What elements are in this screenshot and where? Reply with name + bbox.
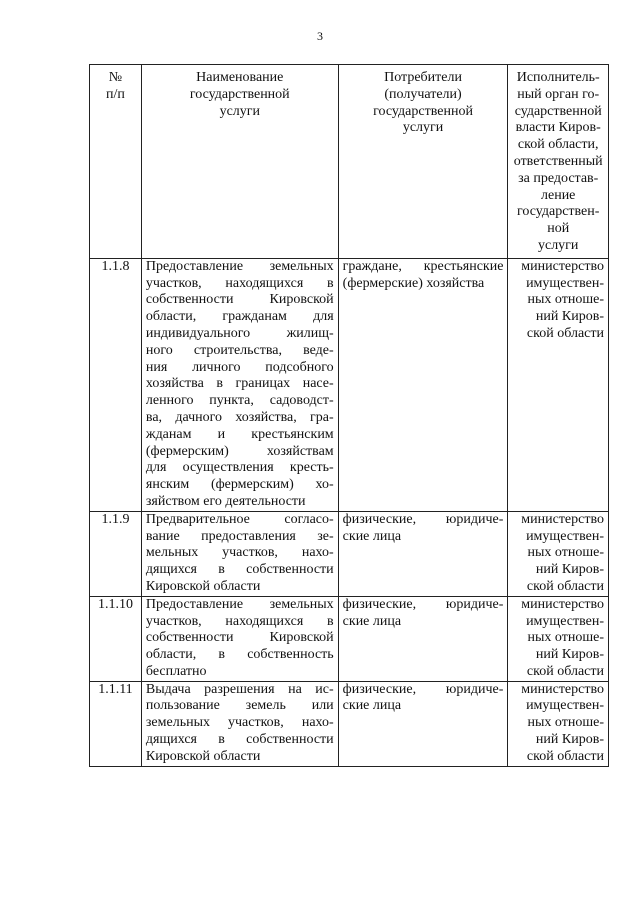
text-line: ленного пункта, садоводст-: [145, 393, 334, 409]
header-line: ление: [541, 187, 576, 203]
text-line: собственности Кировской: [145, 630, 334, 646]
text-line: участков, находящихся в: [145, 275, 334, 291]
text-line: собственности Кировской: [145, 292, 334, 308]
executor-cell: [508, 681, 609, 766]
header-line: ответственный: [513, 153, 603, 169]
text-line: Предварительное согласо-: [145, 511, 334, 527]
text-line: физические, юридиче-: [342, 681, 504, 697]
text-line: мельных участков, нахо-: [145, 545, 334, 561]
text-line: ний Киров-: [535, 732, 604, 748]
text-line: янским (фермерским) хо-: [145, 477, 334, 493]
text-line: ские лица: [342, 528, 402, 544]
header-line: Потребители: [384, 70, 462, 85]
table-row: [90, 681, 609, 766]
text-line: ской области: [526, 578, 604, 594]
text-line: области, гражданам для: [145, 309, 334, 325]
table-row: [90, 258, 609, 511]
text-line: Предоставление земельных: [145, 258, 334, 274]
services-table: [89, 64, 609, 767]
executor-cell: [508, 511, 609, 596]
header-line: ный орган го-: [517, 86, 600, 102]
text-line: ных отноше-: [527, 545, 604, 561]
header-line: за предостав-: [518, 170, 599, 186]
text-line: ных отноше-: [527, 292, 604, 308]
consumers-cell: [338, 681, 508, 766]
page-number: 3: [317, 29, 323, 43]
table-header-row: [90, 65, 609, 259]
text-line: дящихся в собственности: [145, 732, 334, 748]
header-line: услуги: [537, 237, 579, 253]
table-row: [90, 596, 609, 681]
text-line: зяйством его деятельности: [145, 493, 306, 509]
text-line: (фермерским) хозяйствам: [145, 443, 334, 459]
header-line: №: [108, 70, 123, 85]
header-line: п/п: [106, 86, 125, 102]
text-line: ва, дачного хозяйства, гра-: [145, 409, 334, 425]
text-line: ния личного подсобного: [145, 359, 334, 375]
text-line: имуществен-: [526, 698, 604, 714]
service-name-cell: [141, 258, 338, 511]
text-line: имуществен-: [526, 613, 604, 629]
text-line: земельных участков, нахо-: [145, 715, 334, 731]
text-line: министерство: [521, 258, 604, 274]
text-line: ний Киров-: [535, 647, 604, 663]
text-line: физические, юридиче-: [342, 511, 504, 527]
header-line: ской области,: [517, 137, 599, 153]
text-line: области, в собственность: [145, 647, 334, 663]
text-line: Предоставление земельных: [145, 596, 334, 612]
text-line: жданам и крестьянским: [145, 426, 334, 442]
header-line: государственной: [189, 86, 290, 102]
text-line: участков, находящихся в: [145, 613, 334, 629]
consumers-cell: [338, 511, 508, 596]
consumers-cell: [338, 596, 508, 681]
text-line: для осуществления кресть-: [145, 460, 334, 476]
text-line: пользование земель или: [145, 698, 334, 714]
text-line: бесплатно: [145, 663, 207, 679]
header-line: государственной: [373, 103, 473, 119]
header-line: сударственной: [514, 103, 602, 119]
service-name-cell: [141, 596, 338, 681]
table-row: [90, 511, 609, 596]
text-line: ного строительства, веде-: [145, 342, 334, 358]
text-line: ных отноше-: [527, 715, 604, 731]
row-number: 1.1.8: [90, 258, 142, 511]
header-line: Исполнитель-: [516, 70, 600, 85]
row-number: 1.1.9: [90, 511, 142, 596]
header-line: (получатели): [384, 86, 462, 102]
service-name-cell: [141, 511, 338, 596]
text-line: физические, юридиче-: [342, 596, 504, 612]
header-line: власти Киров-: [515, 120, 601, 136]
header-line: Наименование: [196, 70, 284, 85]
header-line: услуги: [219, 103, 260, 119]
header-number: [90, 65, 142, 259]
text-line: министерство: [521, 596, 604, 612]
text-line: вание предоставления зе-: [145, 528, 334, 544]
text-line: Кировской области: [145, 748, 261, 764]
text-line: ские лица: [342, 613, 402, 629]
text-line: имуществен-: [526, 275, 604, 291]
text-line: хозяйства в границах насе-: [145, 376, 334, 392]
row-number: 1.1.10: [90, 596, 142, 681]
text-line: Кировской области: [145, 578, 261, 594]
text-line: Выдача разрешения на ис-: [145, 681, 334, 697]
service-name-cell: [141, 681, 338, 766]
text-line: ской области: [526, 663, 604, 679]
header-service-name: [141, 65, 338, 259]
text-line: ской области: [526, 325, 604, 341]
row-number: 1.1.11: [90, 681, 142, 766]
text-line: ных отноше-: [527, 630, 604, 646]
header-line: ной: [547, 221, 570, 237]
text-line: ний Киров-: [535, 309, 604, 325]
text-line: ний Киров-: [535, 562, 604, 578]
text-line: (фермерские) хозяйства: [342, 275, 485, 291]
header-line: услуги: [402, 120, 444, 136]
text-line: ской области: [526, 748, 604, 764]
text-line: министерство: [521, 681, 604, 697]
consumers-cell: [338, 258, 508, 511]
text-line: министерство: [521, 511, 604, 527]
header-line: государствен-: [516, 204, 600, 220]
text-line: дящихся в собственности: [145, 562, 334, 578]
text-line: граждане, крестьянские: [342, 258, 504, 274]
text-line: имуществен-: [526, 528, 604, 544]
header-consumers: [338, 65, 508, 259]
header-executor: [508, 65, 609, 259]
executor-cell: [508, 596, 609, 681]
text-line: ские лица: [342, 698, 402, 714]
text-line: индивидуального жилищ-: [145, 325, 334, 341]
executor-cell: [508, 258, 609, 511]
